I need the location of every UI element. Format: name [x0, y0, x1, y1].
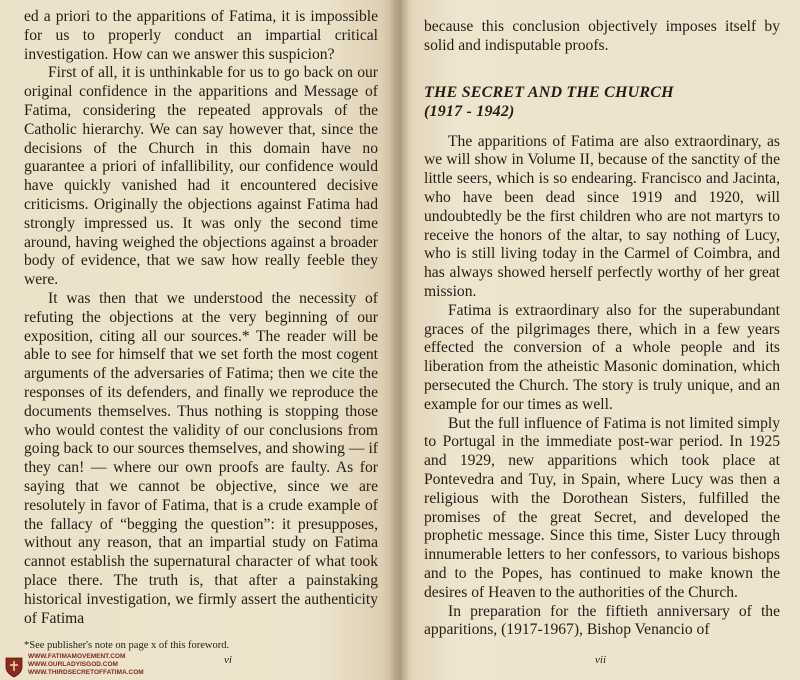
- footnote: *See publisher's note on page x of this foreword.: [24, 640, 230, 651]
- paragraph: First of all, it is unthinkable for us to go back on our original confidence in the apparitions and Message of Fatima, considering the repeated approvals of the Catholic hierarchy. We can say however that, since the decisions of the Church in this domain have no guarantee a priori of infallibility, our confidence would have quickly vanished had it encountered decisive criticisms. Originally the objections against Fatima had strongly impressed us. It was only the second time around, having weighed the objections against a broader body of evidence, that we saw how really feeble they were.: [24, 64, 378, 289]
- crest-icon: [4, 656, 24, 678]
- website-url[interactable]: WWW.FATIMAMOVEMENT.COM: [28, 653, 126, 660]
- heading-dates: (1917 - 1942): [424, 102, 515, 120]
- paragraph: ed a priori to the apparitions of Fatima, it is impossible for us to properly conduct an impartial critical investigation. How can we answer this suspicion?: [24, 8, 378, 63]
- page-number: vi: [224, 654, 232, 666]
- paragraph: Fatima is extraordinary also for the superabundant graces of the pilgrimages there, which in a few years effected the conversion of a whole people and its liberation from the atheistic Masonic domination, which persecuted the Church. The story is truly unique, and an example for our times as well.: [424, 301, 780, 413]
- paragraph: The apparitions of Fatima are also extraordinary, as we will show in Volume II, because of the sanctity of the little seers, which is so endearing. Francisco and Jacinta, who have been dead since 1919 and 1920, will undoubtedly be the first children who are not martyrs to receive the honors of the altar, to say nothing of Lucy, who is still living today in the Carmel of Coimbra, and has always showed herself perfectly worthy of her great mission.: [424, 132, 780, 300]
- right-page-text: [424, 18, 780, 640]
- website-list: [28, 653, 144, 677]
- left-page-text: [24, 8, 378, 628]
- paragraph: It was then that we understood the necessity of refuting the objections at the very beginning of our exposition, citing all our sources.* The reader will be able to see for himself that we set forth the most cogent arguments of the adversaries of Fatima; then we cite the responses of its defenders, and finally we reproduce the documents themselves. Thus nothing is stopping those who would contest the validity of our conclusions from going back to our sources themselves, and showing — if they can! — where our own proofs are faulty. As for saying that we cannot be objective, since we are resolutely in favor of Fatima, that is a crude example of the fallacy of “begging the question”: it presupposes, without any reason, that an impartial study on Fatima cannot establish the supernatural character of what took place there. The truth is, that after a painstaking historical investigation, we firmly assert the authenticity of Fatima: [24, 289, 378, 627]
- left-page: [0, 0, 397, 680]
- page-number: vii: [595, 654, 606, 666]
- section-heading: [424, 83, 780, 121]
- paragraph: because this conclusion objectively imposes itself by solid and indisputable proofs.: [424, 18, 780, 54]
- paragraph: In preparation for the fiftieth anniversary of the apparitions, (1917-1967), Bishop Venancio of: [424, 602, 780, 639]
- heading-title: THE SECRET AND THE CHURCH: [424, 83, 674, 101]
- paragraph: But the full influence of Fatima is not limited simply to Portugal in the immediate post-war period. In 1925 and 1929, new apparitions which took place at Pontevedra and Tuy, in Spain, where Lucy was then a religious with the Dorothean Sisters, fulfilled the promises of the great Secret, and developed the prophetic message. Since this time, Sister Lucy through innumerable letters to her confessors, to various bishops and to the Popes, has continued to make known the desires of Heaven to the authorities of the Church.: [424, 414, 780, 601]
- website-url[interactable]: WWW.OURLADYISGOD.COM: [28, 661, 118, 668]
- right-page: [397, 0, 800, 680]
- website-url[interactable]: WWW.THIRDSECRETOFFATIMA.COM: [28, 669, 144, 676]
